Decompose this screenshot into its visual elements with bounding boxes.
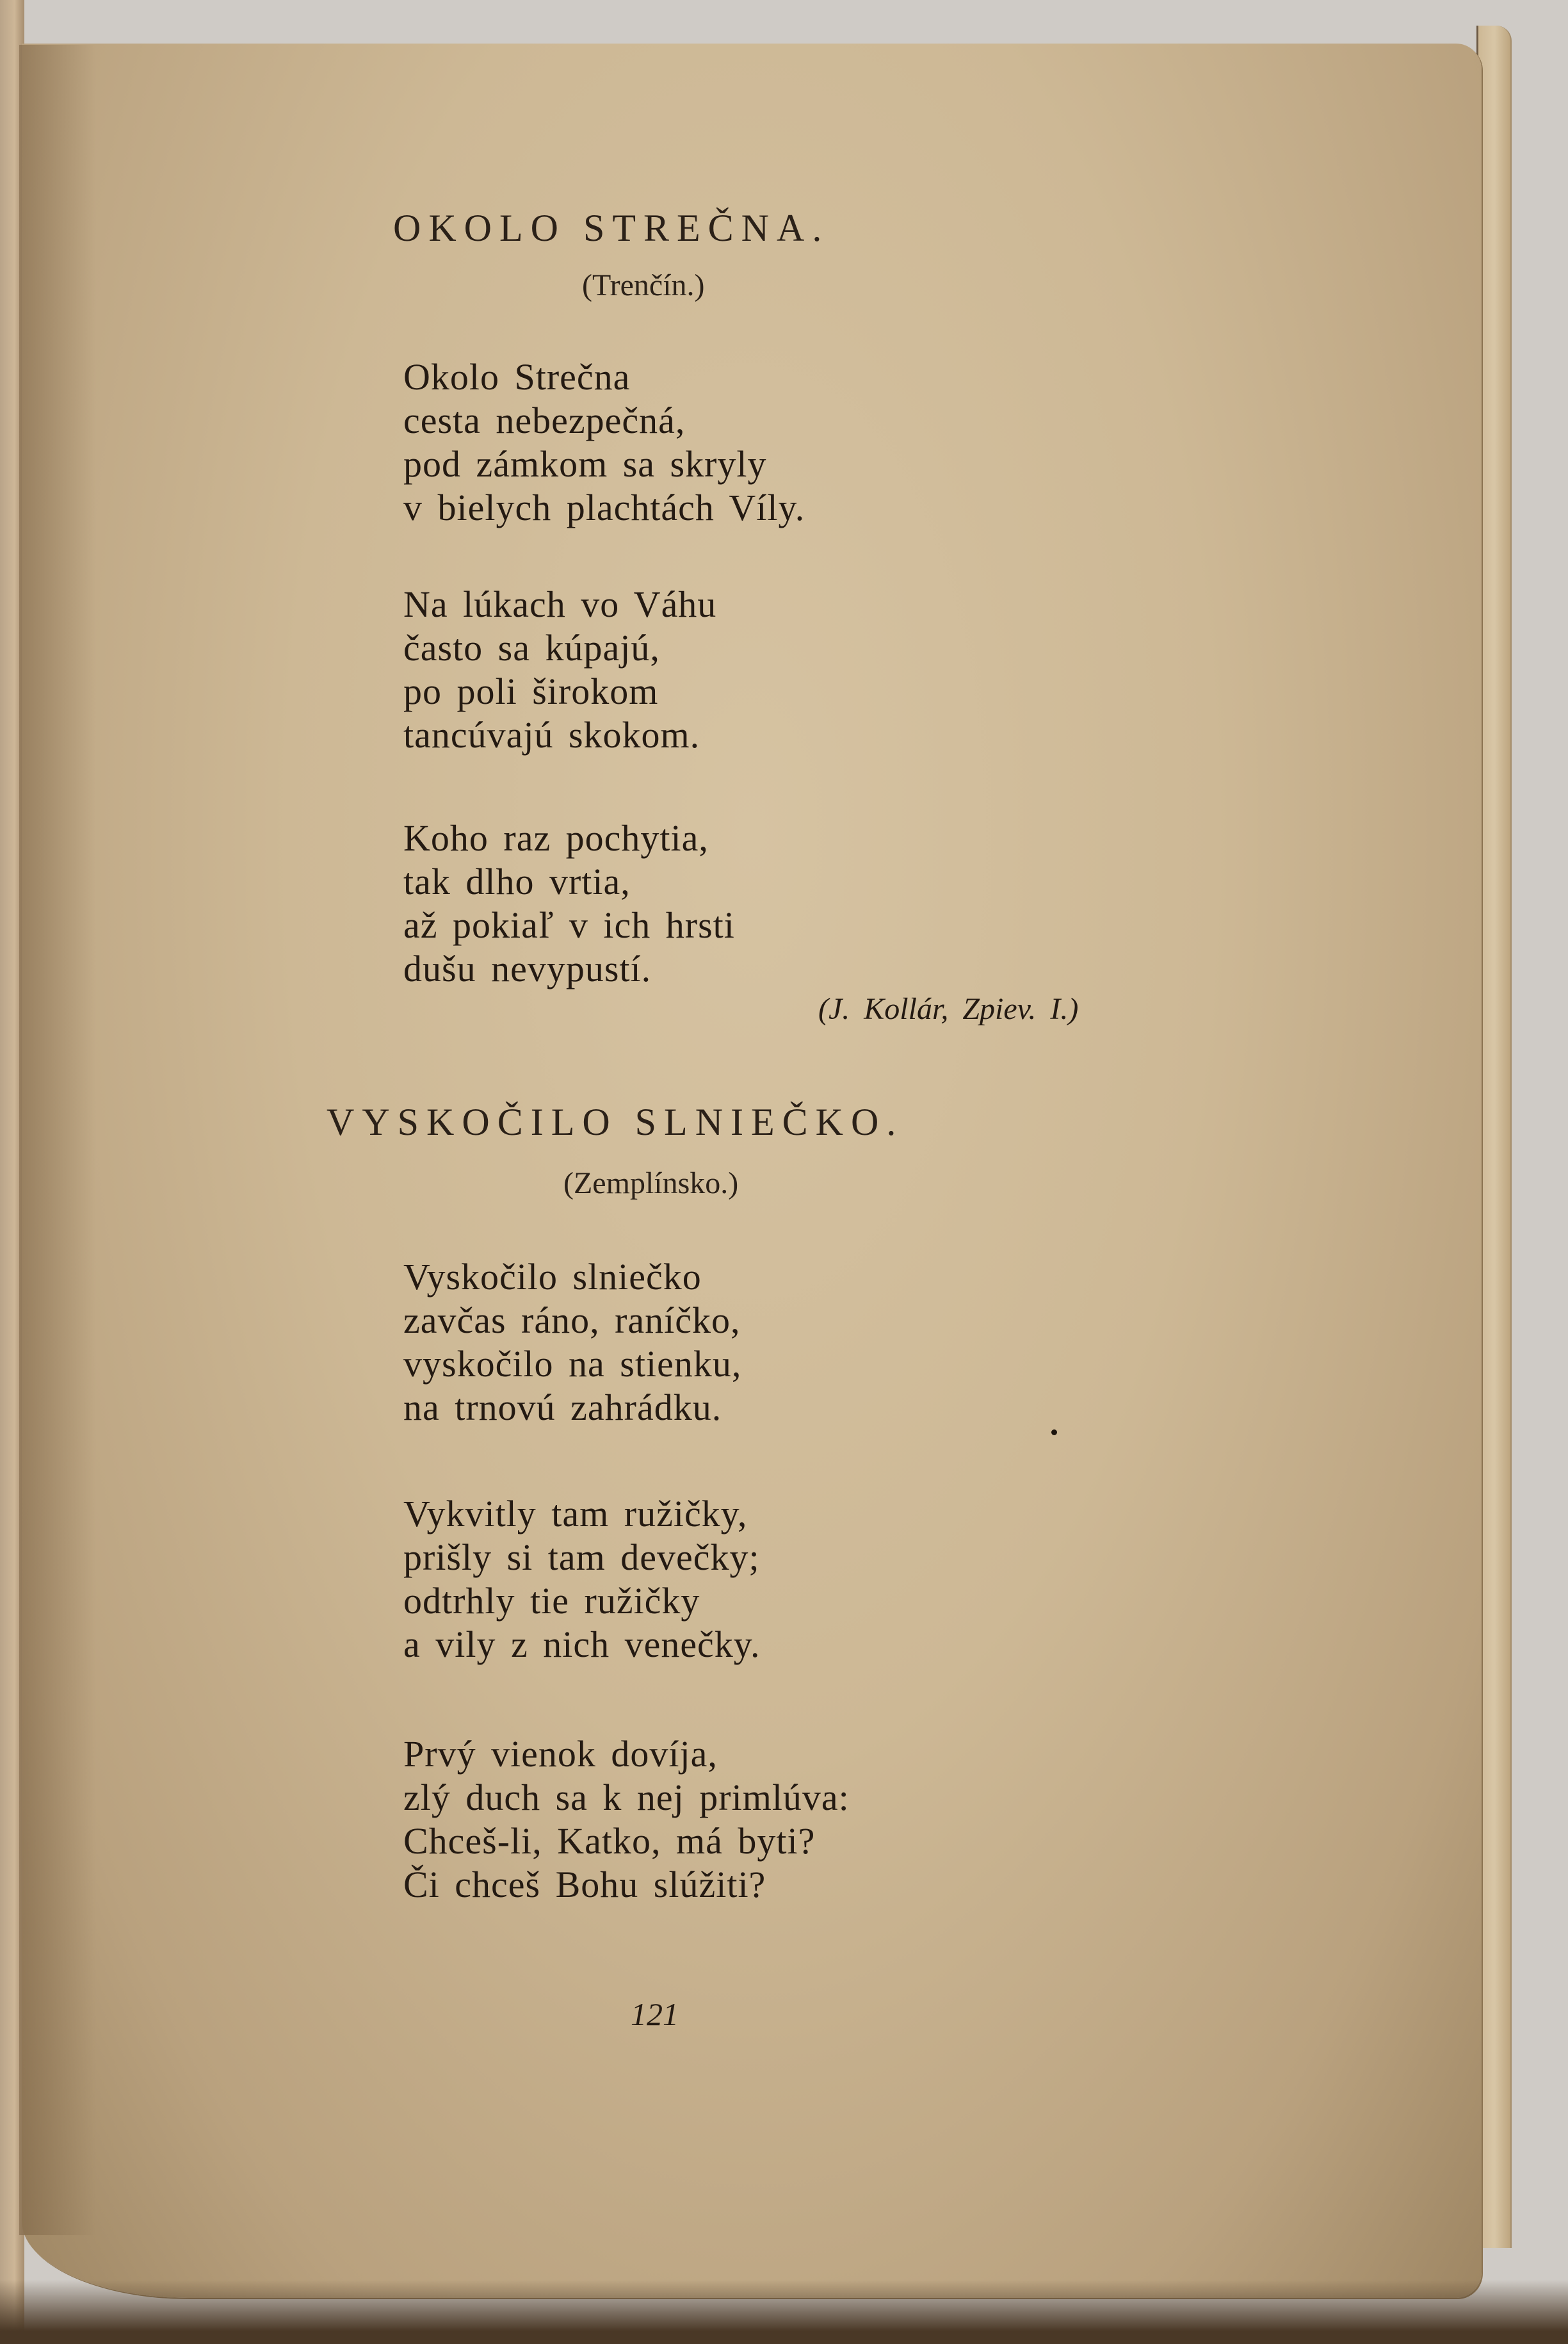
verse-line: Či chceš Bohu slúžiti? <box>403 1864 766 1905</box>
verse-line: Vyskočilo slniečko <box>403 1256 702 1298</box>
page-number: 121 <box>631 1996 679 2032</box>
stanza <box>403 817 735 991</box>
verse-line: na trnovú zahrádku. <box>403 1387 722 1428</box>
verse-line: zavčas ráno, raníčko, <box>403 1299 741 1341</box>
verse-line: Okolo Strečna <box>403 356 631 398</box>
stanza <box>403 1492 761 1666</box>
verse-line: a vily z nich venečky. <box>403 1624 761 1665</box>
poem-title: OKOLO STREČNA. <box>393 207 830 249</box>
verse-line: odtrhly tie ružičky <box>403 1580 700 1622</box>
verse-line: Vykvitly tam ružičky, <box>403 1493 748 1534</box>
verse-line: vyskočilo na stienku, <box>403 1343 742 1385</box>
verse-line: až pokiaľ v ich hrsti <box>403 904 735 946</box>
attribution: (J. Kollár, Zpiev. I.) <box>818 992 1079 1026</box>
verse-line: Prvý vienok dovíja, <box>403 1733 718 1775</box>
stanza <box>403 355 805 530</box>
poem-region: (Zemplínsko.) <box>563 1166 739 1200</box>
poem-region: (Trenčín.) <box>582 268 705 302</box>
verse-line: tancúvajú skokom. <box>403 714 700 756</box>
verse-line: pod zámkom sa skryly <box>403 443 767 485</box>
verse-line: prišly si tam devečky; <box>403 1536 760 1578</box>
stanza <box>403 583 716 757</box>
paper-speck <box>1051 1429 1057 1435</box>
verse-line: Chceš-li, Katko, má byti? <box>403 1820 816 1862</box>
verse-line: cesta nebezpečná, <box>403 400 686 441</box>
stanza <box>403 1732 850 1907</box>
verse-line: často sa kúpajú, <box>403 627 660 669</box>
verse-line: Na lúkach vo Váhu <box>403 583 717 625</box>
stanza <box>403 1255 741 1429</box>
verse-line: po poli širokom <box>403 671 659 712</box>
verse-line: zlý duch sa k nej primlúva: <box>403 1777 850 1818</box>
verse-line: tak dlho vrtia, <box>403 861 631 902</box>
verse-line: Koho raz pochytia, <box>403 817 709 859</box>
gutter-shadow <box>19 45 96 2235</box>
verse-line: v bielych plachtách Víly. <box>403 487 805 528</box>
poem-title: VYSKOČILO SLNIEČKO. <box>327 1101 904 1143</box>
page-edge-stack <box>1476 26 1512 2248</box>
verse-line: dušu nevypustí. <box>403 948 652 989</box>
page-bottom-shadow <box>0 2280 1568 2344</box>
